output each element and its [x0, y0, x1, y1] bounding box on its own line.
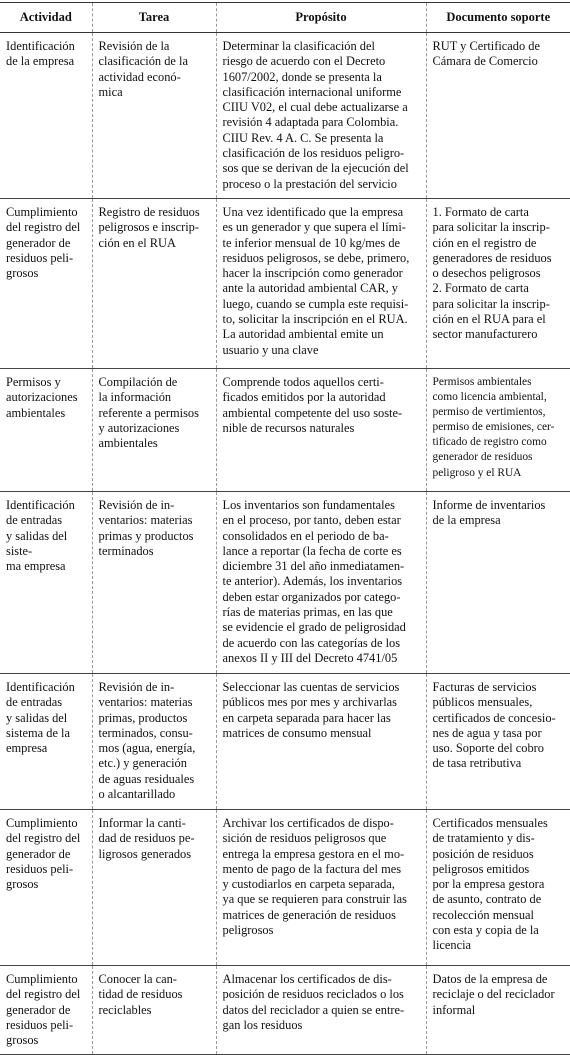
cell-actividad: Identificación de la empresa	[0, 33, 92, 199]
cell-actividad: Permisos y autorizaciones ambientales	[0, 368, 92, 491]
cell-proposito: Una vez identificado que la empresa es un generador y que supera el lími- te inferior mensual de 10 kg/mes de residuos peligrosos, se debe, primero, hacer la inscripción como generador ante la autoridad ambiental CAR, y luego, cuando se cumpla este requisi- to, solicitar la inscripción en el RUA. La autoridad ambiental emite un usuario y una clave	[216, 198, 426, 368]
cell-documento: 1. Formato de carta para solicitar la inscrip- ción en el registro de generadores de residuos o desechos peligrosos 2. Formato de carta para solicitar la inscrip- ción en el RUA para el sector manufacturero	[426, 198, 570, 368]
cell-documento: Informe de inventarios de la empresa	[426, 491, 570, 673]
table-row	[0, 491, 570, 673]
cell-proposito: Determinar la clasificación del riesgo de acuerdo con el Decreto 1607/2002, donde se presenta la clasificación internacional uniforme CIIU V02, el cual debe actualizarse a revisión 4 adaptada para Colombia. CIIU Rev. 4 A. C. Se presenta la clasificación de los residuos peligro- sos que se derivan de la ejecución del proceso o la prestación del servicio	[216, 33, 426, 199]
cell-proposito: Comprende todos aquellos certi- ficados emitidos por la autoridad ambiental competente del uso soste- nible de recursos naturales	[216, 368, 426, 491]
cell-documento: RUT y Certificado de Cámara de Comercio	[426, 33, 570, 199]
table-row	[0, 33, 570, 199]
cell-actividad: Cumplimiento del registro del generador de residuos peli- grosos	[0, 809, 92, 965]
cell-tarea: Conocer la can- tidad de residuos reciclables	[92, 965, 216, 1054]
header-proposito: Propósito	[216, 3, 426, 33]
cell-actividad: Identificación de entradas y salidas del siste- ma empresa	[0, 491, 92, 673]
table-row	[0, 198, 570, 368]
cell-proposito: Archivar los certificados de dispo- sición de residuos peligrosos que entrega la empresa gestora en el mo- mento de pago de la factura del mes y custodiarlos en carpeta separada, ya que se requieren para construir las matrices de generación de residuos peligrosos	[216, 809, 426, 965]
cell-actividad: Cumplimiento del registro del generador de residuos peli- grosos	[0, 198, 92, 368]
cell-actividad: Cumplimiento del registro del generador de residuos peli- grosos	[0, 965, 92, 1054]
table-row	[0, 809, 570, 965]
activities-table	[0, 2, 570, 1055]
cell-proposito: Los inventarios son fundamentales en el proceso, por tanto, deben estar consolidados en el periodo de ba- lance a reportar (la fecha de corte es diciembre 31 del año inmediatamen- te anterior). Además, los inventarios deben estar organizados por catego- rías de materias primas, en las que se evidencie el grado de peligrosidad de acuerdo con las categorías de los anexos II y III del Decreto 4741/05	[216, 491, 426, 673]
cell-actividad: Identificación de entradas y salidas del sistema de la empresa	[0, 673, 92, 809]
table-row	[0, 368, 570, 491]
cell-tarea: Revisión de in- ventarios: materias primas, productos terminados, consu- mos (agua, energía, etc.) y generación de aguas residuales o alcantarillado	[92, 673, 216, 809]
cell-proposito: Almacenar los certificados de dis- posición de residuos reciclados o los datos del reciclador a quien se entre- gan los residuos	[216, 965, 426, 1054]
table-row	[0, 965, 570, 1054]
cell-documento: Certificados mensuales de tratamiento y dis- posición de residuos peligrosos emitidos por la empresa gestora de asunto, contrato de recolección mensual con esta y copia de la licencia	[426, 809, 570, 965]
cell-documento: Facturas de servicios públicos mensuales, certificados de concesio- nes de agua y tasa por uso. Soporte del cobro de tasa retributiva	[426, 673, 570, 809]
table-row	[0, 673, 570, 809]
cell-documento: Permisos ambientales como licencia ambiental, permiso de vertimientos, permiso de emisiones, cer- tificado de registro como generador de residuos peligroso y el RUA	[426, 368, 570, 491]
cell-tarea: Compilación de la información referente a permisos y autorizaciones ambientales	[92, 368, 216, 491]
header-row	[0, 3, 570, 33]
header-documento: Documento soporte	[426, 3, 570, 33]
cell-documento: Datos de la empresa de reciclaje o del reciclador informal	[426, 965, 570, 1054]
cell-tarea: Informar la canti- dad de residuos pe- ligrosos generados	[92, 809, 216, 965]
cell-tarea: Registro de residuos peligrosos e inscrip- ción en el RUA	[92, 198, 216, 368]
header-tarea: Tarea	[92, 3, 216, 33]
cell-tarea: Revisión de in- ventarios: materias primas y productos terminados	[92, 491, 216, 673]
cell-proposito: Seleccionar las cuentas de servicios públicos mes por mes y archivarlas en carpeta separada para hacer las matrices de consumo mensual	[216, 673, 426, 809]
header-actividad: Actividad	[0, 3, 92, 33]
cell-tarea: Revisión de la clasificación de la actividad econó- mica	[92, 33, 216, 199]
